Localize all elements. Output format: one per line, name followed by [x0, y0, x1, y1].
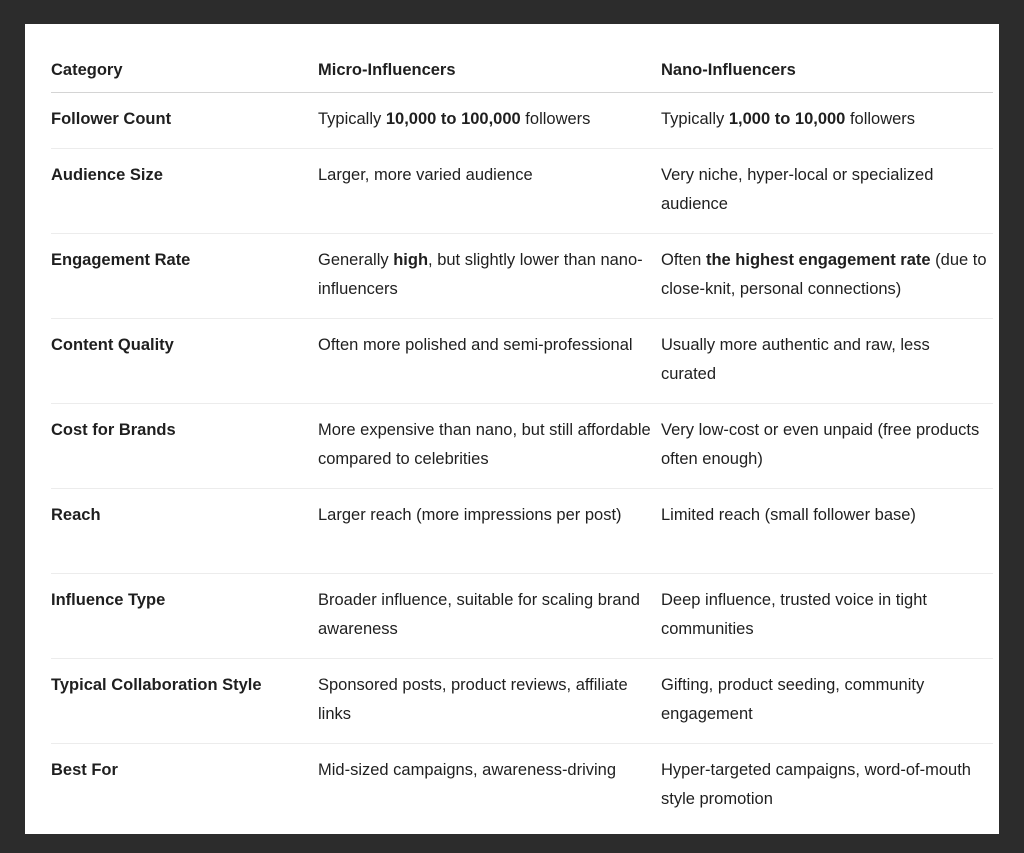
cell-text: Broader influence, suitable for scaling brand awareness	[318, 590, 640, 638]
category-cell: Content Quality	[51, 318, 318, 403]
table-body	[51, 92, 993, 828]
header-category: Category	[51, 56, 318, 92]
cell-text: Typically	[318, 109, 386, 128]
cell-text: Limited reach (small follower base)	[661, 505, 916, 524]
table-row	[51, 403, 993, 488]
micro-cell	[318, 92, 661, 148]
cell-text: , but slightly lower than nano-influencers	[318, 250, 643, 298]
header-micro-influencers: Micro-Influencers	[318, 56, 661, 92]
nano-cell	[661, 488, 993, 573]
nano-cell	[661, 148, 993, 233]
cell-text: Generally	[318, 250, 394, 269]
header-nano-influencers: Nano-Influencers	[661, 56, 993, 92]
micro-cell	[318, 318, 661, 403]
cell-text: Deep influence, trusted voice in tight communities	[661, 590, 927, 638]
table-row	[51, 92, 993, 148]
cell-text: Often more polished and semi-professional	[318, 335, 633, 354]
comparison-card	[25, 24, 999, 834]
cell-text: (due to close-knit, personal connections)	[661, 250, 987, 298]
cell-text-bold: 10,000 to 100,000	[385, 109, 521, 128]
cell-text: followers	[845, 109, 916, 128]
micro-cell	[318, 573, 661, 658]
table-header-row	[51, 56, 993, 92]
category-cell: Influence Type	[51, 573, 318, 658]
cell-text-bold: 1,000 to 10,000	[728, 109, 846, 128]
cell-text: Larger, more varied audience	[318, 165, 533, 184]
cell-text: Usually more authentic and raw, less curated	[661, 335, 930, 383]
nano-cell	[661, 318, 993, 403]
category-cell: Engagement Rate	[51, 233, 318, 318]
cell-text: Gifting, product seeding, community engagement	[661, 675, 925, 723]
cell-text: Hyper-targeted campaigns, word-of-mouth style promotion	[661, 760, 971, 808]
cell-text-bold: the highest engagement rate	[705, 250, 931, 269]
category-cell: Typical Collaboration Style	[51, 658, 318, 743]
table-row	[51, 318, 993, 403]
nano-cell	[661, 233, 993, 318]
category-cell: Reach	[51, 488, 318, 573]
table-row	[51, 488, 993, 573]
micro-cell	[318, 488, 661, 573]
micro-cell	[318, 233, 661, 318]
micro-cell	[318, 148, 661, 233]
nano-cell	[661, 403, 993, 488]
nano-cell	[661, 743, 993, 828]
comparison-table	[51, 56, 993, 828]
category-cell: Audience Size	[51, 148, 318, 233]
cell-text: Sponsored posts, product reviews, affiliate links	[318, 675, 628, 723]
category-cell: Cost for Brands	[51, 403, 318, 488]
cell-text: Very low-cost or even unpaid (free products often enough)	[661, 420, 980, 468]
cell-text: Mid-sized campaigns, awareness-driving	[318, 760, 617, 779]
cell-text: Often	[661, 250, 706, 269]
nano-cell	[661, 92, 993, 148]
table-row	[51, 233, 993, 318]
nano-cell	[661, 658, 993, 743]
cell-text: Very niche, hyper-local or specialized audience	[661, 165, 934, 213]
cell-text: followers	[520, 109, 591, 128]
cell-text-bold: high	[393, 250, 429, 269]
category-cell: Best For	[51, 760, 118, 779]
table-row	[51, 573, 993, 658]
micro-cell	[318, 658, 661, 743]
table-row	[51, 743, 993, 828]
micro-cell	[318, 403, 661, 488]
nano-cell	[661, 573, 993, 658]
micro-cell	[318, 743, 661, 828]
cell-text: Larger reach (more impressions per post)	[318, 505, 622, 524]
cell-text: More expensive than nano, but still affordable compared to celebrities	[318, 420, 651, 468]
table-row	[51, 658, 993, 743]
table-row	[51, 148, 993, 233]
category-cell: Follower Count	[51, 92, 318, 148]
cell-text: Typically	[661, 109, 729, 128]
